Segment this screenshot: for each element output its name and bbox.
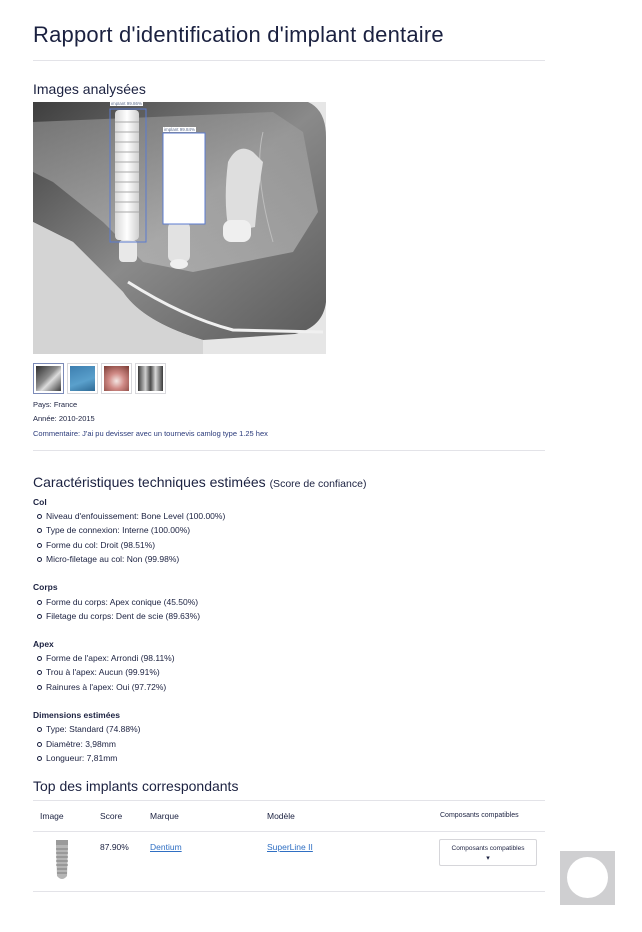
detection-label-1: implant 99.86% xyxy=(111,102,143,106)
divider xyxy=(33,60,545,61)
column-header-score: Score xyxy=(100,811,123,821)
spec-item: Type: Standard (74.88%) xyxy=(37,724,141,734)
cursor-icon: ▾ xyxy=(486,855,490,862)
spec-item: Diamètre: 3,98mm xyxy=(37,739,116,749)
spec-item: Longueur: 7,81mm xyxy=(37,753,117,763)
implant-image xyxy=(53,840,71,882)
images-heading: Images analysées xyxy=(33,81,146,97)
spec-item: Type de connexion: Interne (100.00%) xyxy=(37,525,190,535)
detection-box-2 xyxy=(163,133,205,224)
xray-drawing xyxy=(33,102,326,354)
column-header-brand: Marque xyxy=(150,811,179,821)
comment-text: Commentaire: J'ai pu devisser avec un tournevis camlog type 1.25 hex xyxy=(33,429,268,438)
group-title-col: Col xyxy=(33,497,47,507)
column-header-image: Image xyxy=(40,811,64,821)
characteristics-heading xyxy=(33,474,366,490)
column-header-compat: Composants compatibles xyxy=(440,812,519,819)
page-title: Rapport d'identification d'implant dentaire xyxy=(33,22,444,47)
divider xyxy=(33,450,545,451)
table-top-border xyxy=(33,800,545,801)
spec-item: Forme du corps: Apex conique (45.50%) xyxy=(37,597,198,607)
model-link[interactable]: SuperLine II xyxy=(267,842,313,852)
table-header-border xyxy=(33,831,545,832)
thumbnail-photo-blue[interactable] xyxy=(67,363,98,394)
matches-heading: Top des implants correspondants xyxy=(33,778,239,794)
circle-icon xyxy=(567,857,608,898)
spec-item: Forme de l'apex: Arrondi (98.11%) xyxy=(37,653,175,663)
spec-item: Niveau d'enfouissement: Bone Level (100.00%) xyxy=(37,511,225,521)
brand-link[interactable]: Dentium xyxy=(150,842,182,852)
match-brand-cell xyxy=(150,842,182,852)
spec-item: Rainures à l'apex: Oui (97.72%) xyxy=(37,682,166,692)
compatible-components-button[interactable] xyxy=(439,839,537,866)
year-text: Année: 2010-2015 xyxy=(33,414,95,423)
column-header-model: Modèle xyxy=(267,811,295,821)
group-title-dimensions: Dimensions estimées xyxy=(33,710,120,720)
match-score: 87.90% xyxy=(100,842,129,852)
group-title-corps: Corps xyxy=(33,582,58,592)
spec-item: Forme du col: Droit (98.51%) xyxy=(37,540,155,550)
detection-label-2: implant 99.84% xyxy=(164,127,196,132)
spec-item: Micro-filetage au col: Non (99.98%) xyxy=(37,554,179,564)
characteristics-heading-text: Caractéristiques techniques estimées xyxy=(33,474,266,490)
floating-action-button[interactable] xyxy=(560,851,615,905)
confidence-note: (Score de confiance) xyxy=(269,478,367,490)
thumbnail-xray-1[interactable] xyxy=(33,363,64,394)
spec-item: Filetage du corps: Dent de scie (89.63%) xyxy=(37,611,200,621)
match-model-cell xyxy=(267,842,313,852)
table-bottom-border xyxy=(33,891,545,892)
compat-button-label: Composants compatibles xyxy=(451,845,525,852)
spec-item: Trou à l'apex: Aucun (99.91%) xyxy=(37,667,160,677)
thumbnail-photo-mouth[interactable] xyxy=(101,363,132,394)
analyzed-xray-image[interactable] xyxy=(33,102,326,354)
group-title-apex: Apex xyxy=(33,639,54,649)
thumbnail-xray-2[interactable] xyxy=(135,363,166,394)
country-text: Pays: France xyxy=(33,400,78,409)
